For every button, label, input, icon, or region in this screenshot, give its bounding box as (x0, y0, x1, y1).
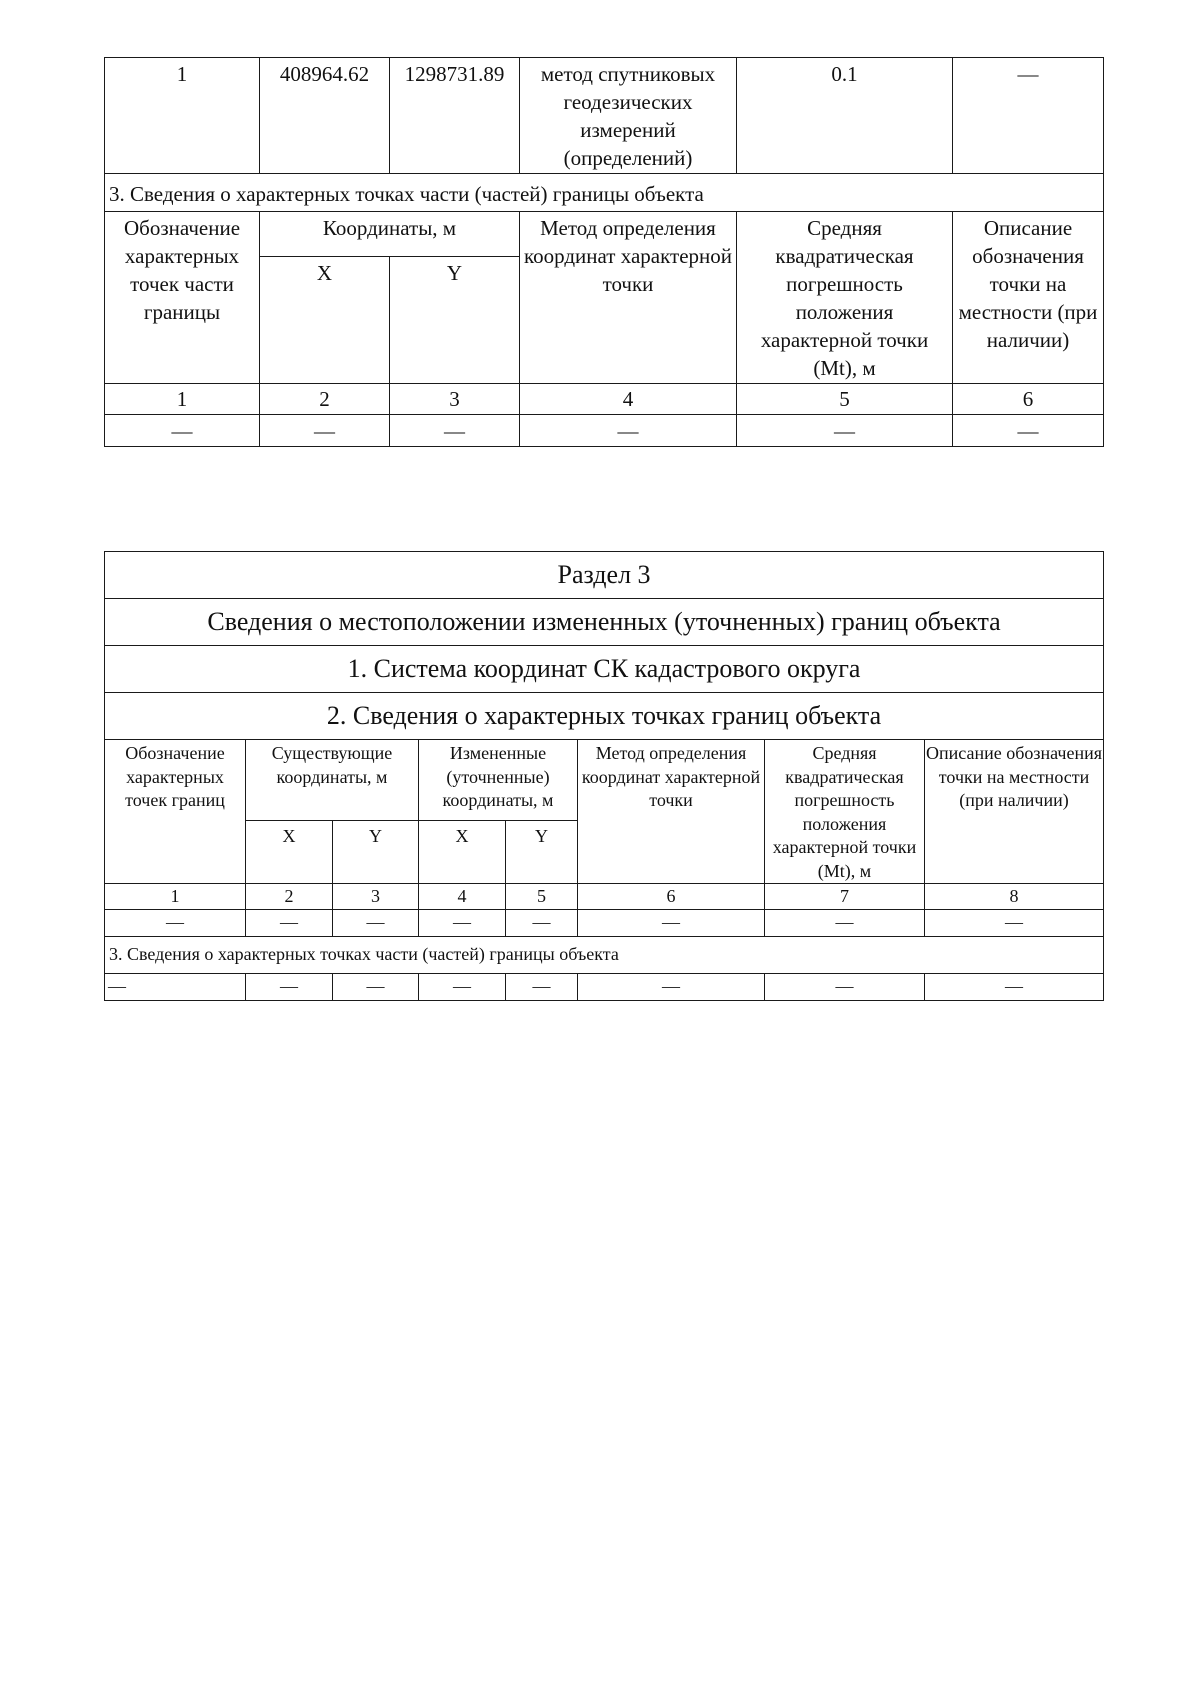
table-row (105, 937, 1104, 974)
empty-cell: — (925, 974, 1104, 1001)
cell-error: 0.1 (737, 58, 953, 174)
column-number-row (105, 384, 1104, 415)
column-number-row (105, 884, 1104, 910)
header-row (105, 740, 1104, 821)
empty-cell: — (105, 974, 246, 1001)
section-3-table (104, 551, 1104, 1001)
column-number: 2 (246, 884, 333, 910)
column-number: 7 (765, 884, 925, 910)
empty-cell: — (506, 974, 578, 1001)
points-title: 2. Сведения о характерных точках границ объекта (105, 693, 1104, 740)
table-row (105, 174, 1104, 212)
table-row (105, 599, 1104, 646)
column-number: 5 (737, 384, 953, 415)
header-row (105, 212, 1104, 257)
header-changed-coords: Измененные (уточненные) координаты, м (419, 740, 578, 821)
header-x: X (246, 821, 333, 884)
empty-cell: — (765, 910, 925, 937)
table-row (105, 415, 1104, 447)
table-row (105, 58, 1104, 174)
table-row (105, 552, 1104, 599)
empty-cell: — (506, 910, 578, 937)
header-y: Y (506, 821, 578, 884)
column-number: 8 (925, 884, 1104, 910)
table-row (105, 910, 1104, 937)
empty-cell: — (105, 910, 246, 937)
header-x: X (419, 821, 506, 884)
cell-point-number: 1 (105, 58, 260, 174)
empty-cell: — (419, 910, 506, 937)
header-method: Метод определения координат характерной точки (578, 740, 765, 884)
header-coords: Координаты, м (260, 212, 520, 257)
part-title: 3. Сведения о характерных точках части (частей) границы объекта (105, 937, 1104, 974)
header-description: Описание обозначения точки на местности (при наличии) (953, 212, 1104, 384)
header-designation: Обозначение характерных точек границ (105, 740, 246, 884)
empty-cell: — (105, 415, 260, 447)
header-existing-coords: Существующие координаты, м (246, 740, 419, 821)
empty-cell: — (333, 974, 419, 1001)
column-number: 1 (105, 384, 260, 415)
column-number: 5 (506, 884, 578, 910)
empty-cell: — (520, 415, 737, 447)
header-y: Y (390, 257, 520, 384)
cell-x: 408964.62 (260, 58, 390, 174)
cell-y: 1298731.89 (390, 58, 520, 174)
header-error: Средняя квадратическая погрешность положения характерной точки (Mt), м (737, 212, 953, 384)
empty-cell: — (578, 974, 765, 1001)
empty-cell: — (246, 974, 333, 1001)
column-number: 6 (578, 884, 765, 910)
section-subtitle: Сведения о местоположении измененных (уточненных) границ объекта (105, 599, 1104, 646)
cell-method: метод спутниковых геодезических измерений (определений) (520, 58, 737, 174)
table-row (105, 693, 1104, 740)
header-error: Средняя квадратическая погрешность положения характерной точки (Mt), м (765, 740, 925, 884)
empty-cell: — (953, 415, 1104, 447)
column-number: 6 (953, 384, 1104, 415)
section-title: 3. Сведения о характерных точках части (частей) границы объекта (105, 174, 1104, 212)
section-title: Раздел 3 (105, 552, 1104, 599)
header-y: Y (333, 821, 419, 884)
boundary-points-part-table (104, 57, 1104, 447)
empty-cell: — (925, 910, 1104, 937)
empty-cell: — (765, 974, 925, 1001)
table-row (105, 974, 1104, 1001)
empty-cell: — (260, 415, 390, 447)
empty-cell: — (737, 415, 953, 447)
column-number: 3 (390, 384, 520, 415)
column-number: 3 (333, 884, 419, 910)
empty-cell: — (390, 415, 520, 447)
table-row (105, 646, 1104, 693)
column-number: 4 (419, 884, 506, 910)
empty-cell: — (578, 910, 765, 937)
header-description: Описание обозначения точки на местности (при наличии) (925, 740, 1104, 884)
empty-cell: — (246, 910, 333, 937)
header-designation: Обозначение характерных точек части границы (105, 212, 260, 384)
empty-cell: — (419, 974, 506, 1001)
column-number: 1 (105, 884, 246, 910)
column-number: 4 (520, 384, 737, 415)
column-number: 2 (260, 384, 390, 415)
header-x: X (260, 257, 390, 384)
cell-description: — (953, 58, 1104, 174)
empty-cell: — (333, 910, 419, 937)
header-method: Метод определения координат характерной точки (520, 212, 737, 384)
coordinate-system: 1. Система координат СК кадастрового округа (105, 646, 1104, 693)
